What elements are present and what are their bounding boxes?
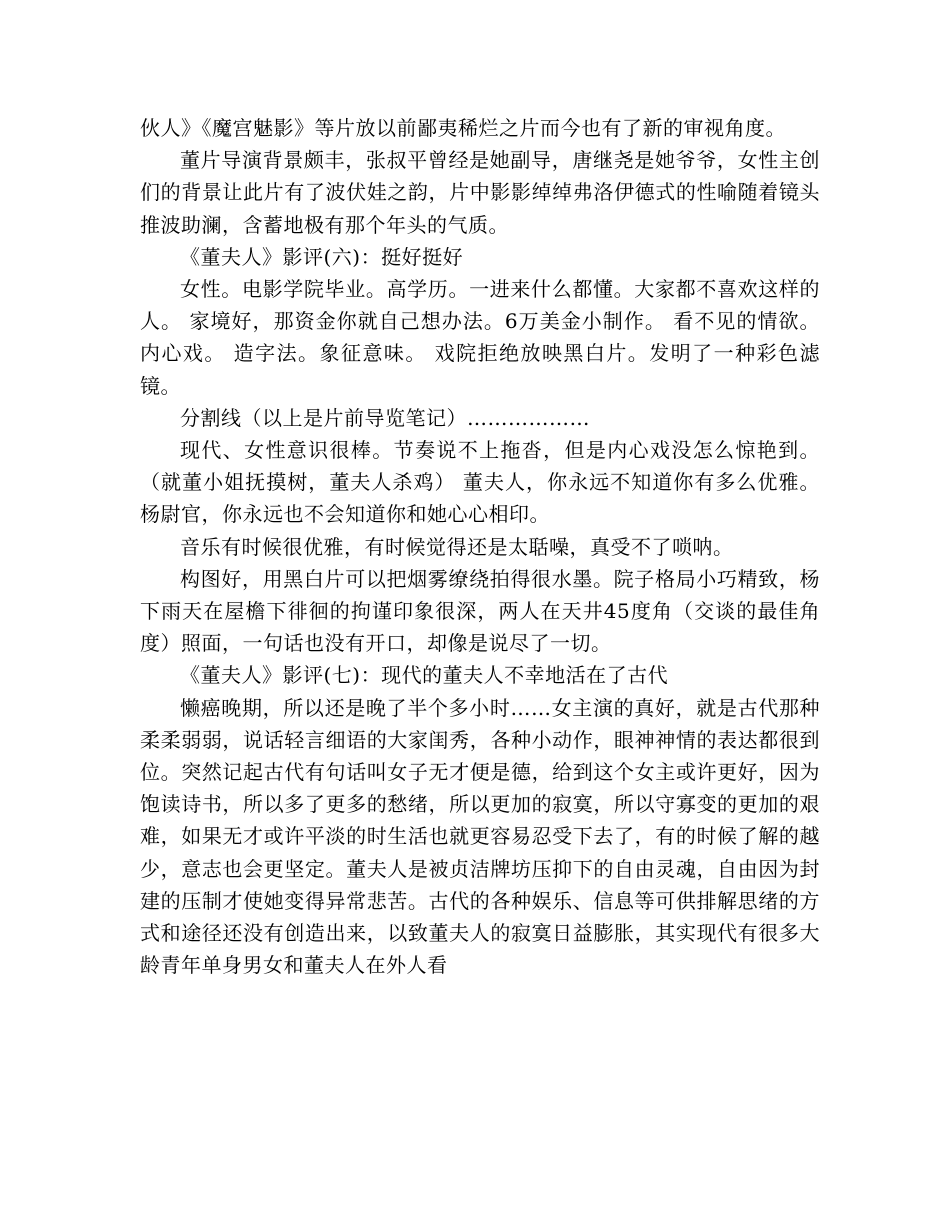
paragraph-music: 音乐有时候很优雅，有时候觉得还是太聒噪，真受不了唢呐。 bbox=[180, 534, 734, 559]
paragraph-preview-notes: 女性。电影学院毕业。高学历。一进来什么都懂。大家都不喜欢这样的人。 家境好，那资金你就自己想办法。6万美金小制作。 看不见的情欲。内心戏。 造字法。象征意味。 戏院拒绝放映黑白片。发明了一种彩色滤镜。 bbox=[140, 277, 820, 398]
review-heading-six: 《董夫人》影评(六)：挺好挺好 bbox=[180, 244, 464, 269]
paragraph-composition: 构图好，用黑白片可以把烟雾缭绕拍得很水墨。院子格局小巧精致，杨下雨天在屋檐下徘徊的拘谨印象很深，两人在天井45度角（交谈的最佳角度）照面，一句话也没有开口，却像是说尽了一切。 bbox=[140, 566, 820, 656]
paragraph-director-background: 董片导演背景颇丰，张叔平曾经是她副导，唐继尧是她爷爷，女性主创们的背景让此片有了波伏娃之韵，片中影影绰绰弗洛伊德式的性喻随着镜头推波助澜，含蓄地极有那个年头的气质。 bbox=[140, 148, 820, 237]
paragraph-review-seven-body: 懒癌晚期，所以还是晚了半个多小时……女主演的真好，就是古代那种柔柔弱弱，说话轻言细语的大家闺秀，各种小动作，眼神神情的表达都很到位。突然记起古代有句话叫女子无才便是德，给到这个女主或许更好，因为饱读诗书，所以多了更多的愁绪，所以更加的寂寞，所以守寡变的更加的艰难，如果无才或许平淡的时生活也就更容易忍受下去了，有的时候了解的越少，意志也会更坚定。董夫人是被贞洁牌坊压抑下的自由灵魂，自由因为封建的压制才使她变得异常悲苦。古代的各种娱乐、信息等可供排解思绪的方式和途径还没有创造出来，以致董夫人的寂寞日益膨胀，其实现代有很多大龄青年单身男女和董夫人在外人看 bbox=[140, 695, 820, 978]
paragraph-divider-line: 分割线（以上是片前导览笔记）……………… bbox=[180, 405, 590, 430]
paragraph-continuation: 伙人》《魔宫魅影》等片放以前鄙夷稀烂之片而今也有了新的审视角度。 bbox=[140, 116, 786, 140]
paragraph-female-awareness: 现代、女性意识很棒。节奏说不上拖沓，但是内心戏没怎么惊艳到。（就董小姐抚摸树，董夫人杀鸡） 董夫人，你永远不知道你有多么优雅。杨尉官，你永远也不会知道你和她心心相印。 bbox=[140, 438, 820, 527]
review-heading-seven: 《董夫人》影评(七)：现代的董夫人不幸地活在了古代 bbox=[180, 663, 669, 688]
document-body bbox=[140, 112, 820, 981]
